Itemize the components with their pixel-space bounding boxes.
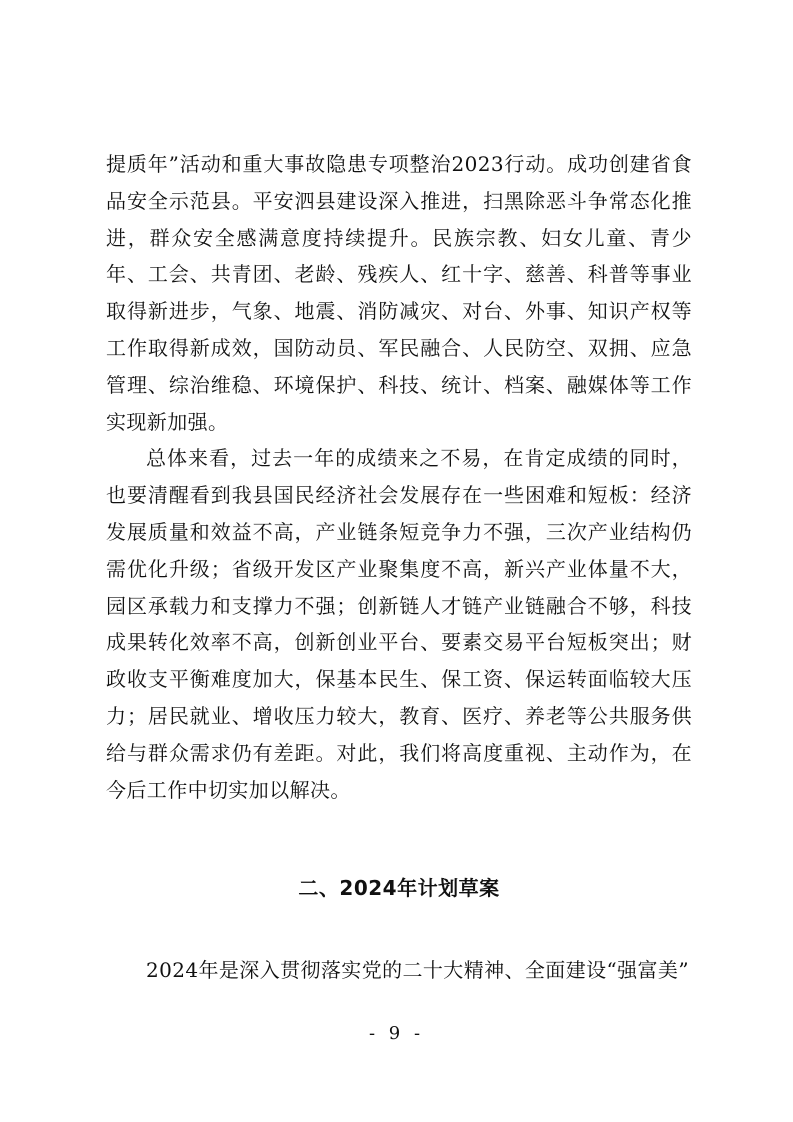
section-heading: 二、2024年计划草案 bbox=[298, 876, 500, 900]
paragraph-plan-intro: 2024年是深入贯彻落实党的二十大精神、全面建设“强富美” bbox=[146, 958, 689, 982]
page-number: - 9 - bbox=[368, 1023, 425, 1044]
paragraph-plan-intro-container bbox=[106, 952, 692, 989]
paragraph-summary: 总体来看，过去一年的成绩来之不易，在肯定成绩的同时，也要清醒看到我县国民经济社会发展存在一些困难和短板：经济发展质量和效益不高，产业链条短竞争力不强，三次产业结构仍需优化升级；省级开发区产业聚集度不高，新兴产业体量不大，园区承载力和支撑力不强；创新链人才链产业链融合不够，科技成果转化效率不高，创新创业平台、要素交易平台短板突出；财政收支平衡难度加大，保基本民生、保工资、保运转面临较大压力；居民就业、增收压力较大，教育、医疗、养老等公共服务供给与群众需求仍有差距。对此，我们将高度重视、主动作为，在今后工作中切实加以解决。 bbox=[106, 446, 692, 802]
body-text bbox=[106, 146, 692, 808]
paragraph-continued: 提质年”活动和重大事故隐患专项整治2023行动。成功创建省食品安全示范县。平安泗县建设深入推进，扫黑除恶斗争常态化推进，群众安全感满意度持续提升。民族宗教、妇女儿童、青少年、工会、共青团、老龄、残疾人、红十字、慈善、科普等事业取得新进步，气象、地震、消防减灾、对台、外事、知识产权等工作取得新成效，国防动员、军民融合、人民防空、双拥、应急管理、综治维稳、环境保护、科技、统计、档案、融媒体等工作实现新加强。 bbox=[106, 152, 692, 434]
